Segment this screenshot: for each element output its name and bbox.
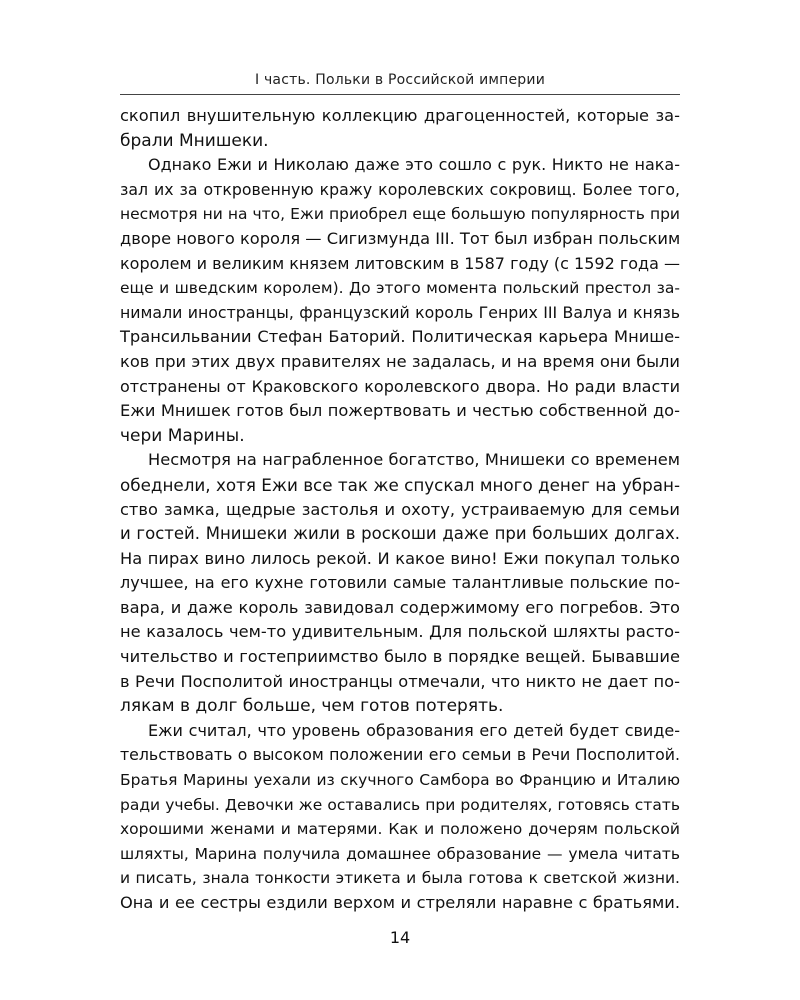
text-line: обеднели, хотя Ежи все так же спускал много денег на убран- xyxy=(120,474,680,495)
text-line: ство замка, щедрые застолья и охоту, устраиваемую для семьи xyxy=(120,499,680,519)
running-head: I часть. Польки в Российской империи xyxy=(254,72,545,88)
text-line: Братья Марины уехали из скучного Самбора во Францию и Италию xyxy=(120,771,680,790)
text-line: еще и шведским королем). До этого момента польский престол за- xyxy=(120,279,680,298)
text-line: несмотря ни на что, Ежи приобрел еще большую популярность при xyxy=(120,205,680,224)
header-rule xyxy=(120,94,680,95)
text-line: чительство и гостеприимство было в порядке вещей. Бывавшие xyxy=(120,647,680,667)
text-line: шляхты, Марина получила домашнее образование — умела читать xyxy=(120,844,680,863)
text-line: нимали иностранцы, французский король Генрих III Валуа и князь xyxy=(120,302,680,322)
text-line: Трансильвании Стефан Баторий. Политическая карьера Мнише- xyxy=(120,327,680,347)
text-line: скопил внушительную коллекцию драгоценностей, которые за- xyxy=(120,106,680,125)
text-line: отстранены от Краковского королевского двора. Но ради власти xyxy=(120,376,680,396)
text-line: На пирах вино лилось рекой. И какое вино! Ежи покупал только xyxy=(120,548,680,568)
page-body xyxy=(120,104,680,916)
page-number: 14 xyxy=(389,928,411,947)
text-line: и гостей. Мнишеки жили в роскоши даже при больших долгах. xyxy=(120,524,680,544)
text-line: Несмотря на награбленное богатство, Мнишеки со временем xyxy=(148,450,680,470)
text-line: Однако Ежи и Николаю даже это сошло с рук. Никто не нака- xyxy=(148,155,680,175)
text-line: лучшее, на его кухне готовили самые талантливые польские по- xyxy=(120,573,680,593)
text-line: Ежи Мнишек готов был пожертвовать и честью собственной до- xyxy=(120,401,680,421)
text-line: королем и великим князем литовским в 1587 году (с 1592 года — xyxy=(120,253,680,273)
text-line: и писать, знала тонкости этикета и была готова к светской жизни. xyxy=(120,869,680,888)
text-line: чери Марины. xyxy=(120,425,245,446)
text-line: вара, и даже король завидовал содержимому его погребов. Это xyxy=(120,597,680,617)
text-line: ради учебы. Девочки же оставались при родителях, готовясь стать xyxy=(120,795,680,814)
text-line: Ежи считал, что уровень образования его детей будет свиде- xyxy=(148,720,680,740)
text-line: в Речи Посполитой иностранцы отмечали, что никто не дает по- xyxy=(120,671,680,691)
text-line: лякам в долг больше, чем готов потерять. xyxy=(120,696,504,717)
text-line: брали Мнишеки. xyxy=(120,130,269,151)
text-line: хорошими женами и матерями. Как и положено дочерям польской xyxy=(120,820,680,839)
text-line: не казалось чем-то удивительным. Для польской шляхты расто- xyxy=(120,622,680,642)
text-line: тельствовать о высоком положении его семьи в Речи Посполитой. xyxy=(120,745,680,765)
text-line: ков при этих двух правителях не задалась, и на время они были xyxy=(120,351,680,371)
text-line: зал их за откровенную кражу королевских сокровищ. Более того, xyxy=(120,179,680,199)
text-line: Она и ее сестры ездили верхом и стреляли наравне с братьями. xyxy=(120,893,680,912)
text-line: дворе нового короля — Сигизмунда III. Тот был избран польским xyxy=(120,228,681,248)
